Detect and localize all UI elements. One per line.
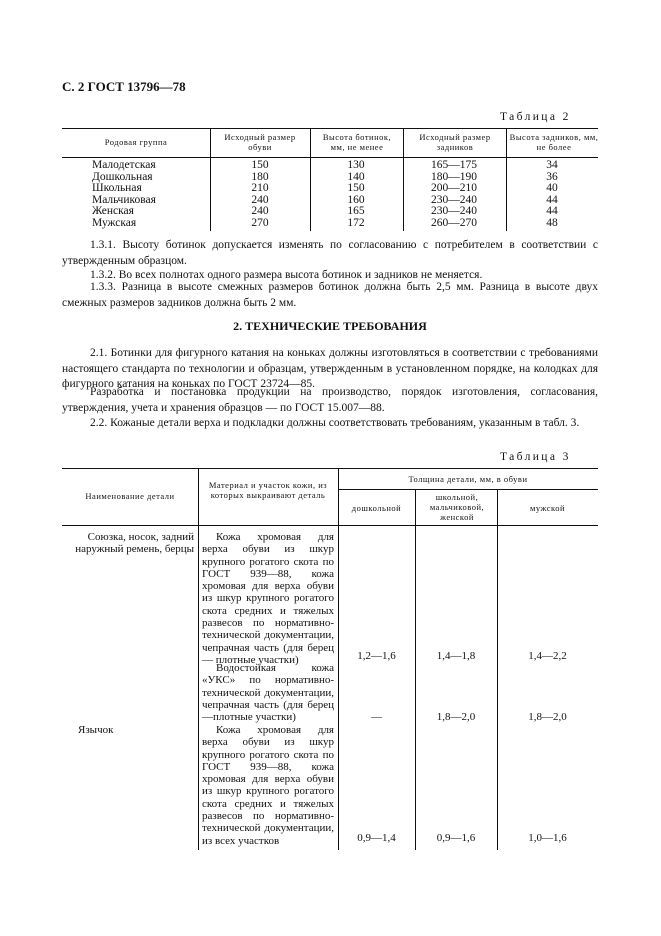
paragraph-1-3-3: 1.3.3. Разница в высоте смежных размеров ботинок должна быть 2,5 мм. Разница в высоте двух смежных размеров задников должна быть 2 мм. <box>62 281 598 309</box>
table2-cell: Женская <box>92 205 134 217</box>
table2-cell: 270 <box>251 216 269 229</box>
table3-col-name: Наименование детали <box>85 491 175 501</box>
table3-row2-preschool: 0,9—1,4 <box>357 832 396 844</box>
table2-top-rule <box>62 128 598 129</box>
table3-row1-men-a: 1,4—2,2 <box>528 650 567 662</box>
table2-cell: 210 <box>251 182 269 194</box>
table2-cell: 180 <box>251 170 269 183</box>
table2-cell: 36 <box>546 170 558 183</box>
table3-col-material: Материал и участок кожи, из которых выкраивают деталь <box>208 480 328 500</box>
table3-sub-preschool: дошкольной <box>351 503 402 513</box>
table3-row2-school: 0,9—1,6 <box>436 832 476 844</box>
table2-cell: Школьная <box>92 182 142 194</box>
table2-cell: 240 <box>251 193 269 206</box>
table3-row1-school-b: 1,8—2,0 <box>436 711 476 723</box>
paragraph-2-1-cont: Разработка и постановка продукции на производство, порядок изготовления, согласования, утверждения, учета и хранения образцов — по ГОСТ 15.007—88. <box>62 386 598 414</box>
table3-vline <box>198 468 199 850</box>
table3-header-rule <box>62 525 598 526</box>
table2-cell: 165 <box>347 205 365 217</box>
table3-row1-material-a: Кожа хромовая для верха обуви из шкур крупного рогатого скота по ГОСТ 939—88, кожа хромовая для верха обуви из шкур крупного рогатого скота средних и тяжелых развесов по нормативно-технической документации, чепрачная часть (для берец — плотные участки) <box>202 531 334 666</box>
table3-sub-school: школьной, мальчиковой, женской <box>429 492 485 522</box>
table2-cell: 200—210 <box>431 182 477 194</box>
table2-cell: Малодетская <box>92 159 156 171</box>
table3-caption: Таблица 3 <box>500 451 571 463</box>
table3-vline <box>497 489 498 850</box>
table3-row2-men: 1,0—1,6 <box>528 832 567 844</box>
table3-row1-school-a: 1,4—1,8 <box>436 650 476 662</box>
table2-col-header: Высота ботинок, мм, не менее <box>322 132 392 152</box>
table2-cell: 140 <box>347 170 365 183</box>
table2-cell: 44 <box>546 193 558 206</box>
table2-cell: 180—190 <box>431 170 477 183</box>
table3-row1-material-b: Водостойкая кожа «УКС» по нормативно-технической документации, чепрачная часть (для берец—плотные участки) <box>202 662 334 724</box>
table2-cell: 172 <box>347 216 365 229</box>
table2-cell: 130 <box>347 159 365 171</box>
table2-cell: Мужская <box>92 216 137 229</box>
table2-col-header: Высота задников, мм, не более <box>509 132 599 152</box>
table3-row1-preschool-a: 1,2—1,6 <box>357 650 396 662</box>
table2-header-rule <box>62 157 598 158</box>
table2-cell: Мальчиковая <box>92 193 156 206</box>
table3-row2-material: Кожа хромовая для верха обуви из шкур крупного рогатого скота по ГОСТ 939—88, кожа хромовая для верха обуви из шкур крупного рогатого скота средних и тяжелых развесов по нормативно-технической документации, из всех участков <box>202 724 334 847</box>
table2-col-header: Исходный размер обуви <box>224 132 296 152</box>
table3-row1-preschool-b: — <box>371 711 382 723</box>
table2-cell: 48 <box>546 216 558 229</box>
table2-cell: 230—240 <box>431 193 477 206</box>
table3-top-rule <box>62 468 598 469</box>
table3-vline <box>415 489 416 850</box>
paragraph-1-3-2: 1.3.2. Во всех полнотах одного размера высота ботинок и задников не меняется. <box>90 269 483 281</box>
page-header: С. 2 ГОСТ 13796—78 <box>62 79 186 94</box>
table2-row <box>62 217 598 230</box>
table3-row1-name: Союзка, носок, задний наружный ремень, берцы <box>75 531 194 556</box>
paragraph-2-2: 2.2. Кожаные детали верха и подкладки должны соответствовать требованиям, указанным в табл. 3. <box>90 417 580 429</box>
table2-cell: 230—240 <box>431 205 477 217</box>
table2-cell: 150 <box>347 182 365 194</box>
section-title: 2. ТЕХНИЧЕСКИЕ ТРЕБОВАНИЯ <box>233 319 427 333</box>
table3-sub-rule <box>338 489 598 490</box>
table2-cell: 34 <box>546 159 558 171</box>
table3-col-thickness: Толщина детали, мм, в обуви <box>408 474 528 484</box>
table3-row1-men-b: 1,8—2,0 <box>528 711 567 723</box>
table3-row2-name: Язычок <box>78 724 114 736</box>
table2-cell: 160 <box>347 193 365 206</box>
table2-cell: 260—270 <box>431 216 477 229</box>
table2-col-header: Исходный размер задников <box>419 132 491 152</box>
table3-sub-men: мужской <box>529 503 565 513</box>
table2-cell: 150 <box>251 159 269 171</box>
table2-cell: 240 <box>251 205 269 217</box>
paragraph-1-3-1: 1.3.1. Высоту ботинок допускается изменять по согласованию с потребителем в соответствии с утвержденным образцом. <box>62 239 598 267</box>
paragraph-2-1: 2.1. Ботинки для фигурного катания на коньках должны изготовляться в соответствии с требованиями настоящего стандарта по технологии и образцам, утвержденным в установленном порядке, на колодках для фигурного катания на коньках по ГОСТ 23724—85. <box>62 347 598 390</box>
table2-cell: 165—175 <box>431 159 477 171</box>
table2-cell: 40 <box>546 182 558 194</box>
table2-cell: Дошкольная <box>92 170 153 183</box>
table2-caption: Таблица 2 <box>500 111 571 123</box>
table2-cell: 44 <box>546 205 558 217</box>
table2-col-header: Родовая группа <box>104 137 168 147</box>
